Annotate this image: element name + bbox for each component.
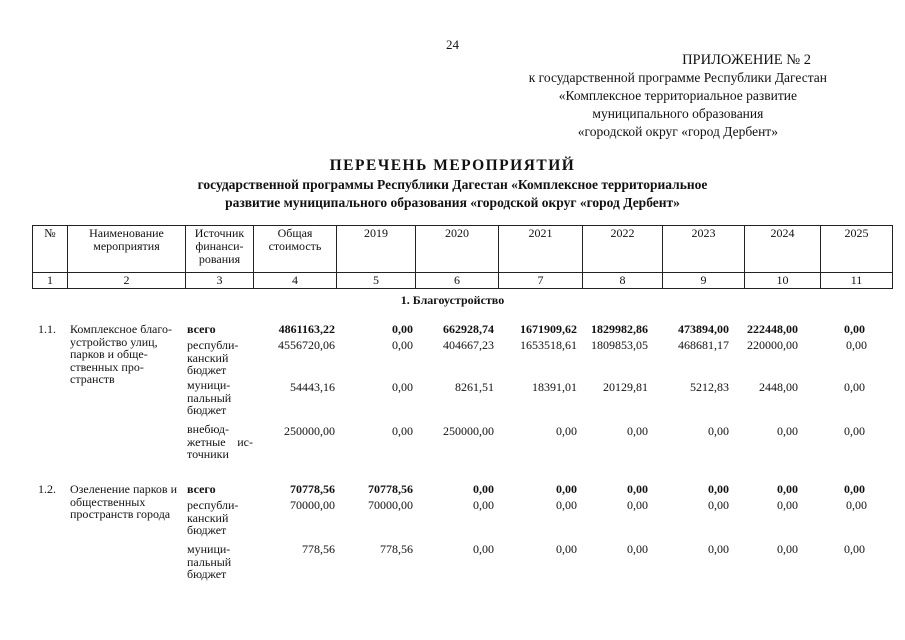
value-cell: 20129,81 bbox=[603, 380, 648, 394]
value-cell: 0,00 bbox=[627, 498, 648, 512]
col-number: 7 bbox=[499, 273, 583, 289]
value-cell: 0,00 bbox=[844, 322, 865, 336]
col-header-total: Общая стоимость bbox=[254, 226, 337, 273]
value-cell: 5212,83 bbox=[690, 380, 729, 394]
source-label: республи-канский бюджет bbox=[187, 498, 239, 537]
value-cell: 70000,00 bbox=[368, 498, 413, 512]
col-number: 11 bbox=[821, 273, 893, 289]
value-cell: 0,00 bbox=[392, 322, 413, 336]
value-cell: 70000,00 bbox=[290, 498, 335, 512]
col-number: 3 bbox=[186, 273, 254, 289]
value-cell: 0,00 bbox=[777, 424, 798, 438]
value-cell: 0,00 bbox=[627, 542, 648, 556]
value-cell: 222448,00 bbox=[747, 322, 798, 336]
col-number: 9 bbox=[663, 273, 745, 289]
value-cell: 0,00 bbox=[708, 424, 729, 438]
col-header-name: Наименование мероприятия bbox=[68, 226, 186, 273]
item-number: 1.2. bbox=[38, 482, 56, 496]
col-header-no: № bbox=[33, 226, 68, 273]
appendix-line-4: муниципального образования bbox=[592, 106, 764, 121]
section-heading: 1. Благоустройство bbox=[400, 293, 505, 307]
value-cell: 0,00 bbox=[708, 542, 729, 556]
item-name: Комплексное благо-устройство улиц, парков и обще-ственных про-странств bbox=[70, 322, 172, 386]
value-cell: 0,00 bbox=[392, 380, 413, 394]
value-cell: 778,56 bbox=[302, 542, 335, 556]
value-cell: 0,00 bbox=[556, 424, 577, 438]
col-number: 5 bbox=[337, 273, 416, 289]
value-cell: 4861163,22 bbox=[278, 322, 335, 336]
value-cell: 0,00 bbox=[556, 542, 577, 556]
value-cell: 1653518,61 bbox=[520, 338, 577, 352]
page-number: 24 bbox=[446, 37, 459, 52]
col-number: 1 bbox=[33, 273, 68, 289]
col-header-source: Источник финанси-рования bbox=[186, 226, 254, 273]
value-cell: 0,00 bbox=[556, 498, 577, 512]
col-number: 8 bbox=[583, 273, 663, 289]
value-cell: 0,00 bbox=[844, 380, 865, 394]
value-cell: 0,00 bbox=[627, 424, 648, 438]
source-label: муници-пальный бюджет bbox=[187, 542, 232, 581]
value-cell: 220000,00 bbox=[747, 338, 798, 352]
value-cell: 473894,00 bbox=[678, 322, 729, 336]
appendix-title: ПРИЛОЖЕНИЕ № 2 bbox=[682, 52, 811, 68]
source-label: муници-пальный бюджет bbox=[187, 378, 232, 417]
value-cell: 18391,01 bbox=[532, 380, 577, 394]
value-cell: 468681,17 bbox=[678, 338, 729, 352]
title-main: ПЕРЕЧЕНЬ МЕРОПРИЯТИЙ bbox=[329, 157, 576, 174]
value-cell: 0,00 bbox=[844, 542, 865, 556]
value-cell: 0,00 bbox=[708, 498, 729, 512]
document-title bbox=[0, 156, 905, 212]
measures-table-header bbox=[32, 225, 893, 289]
title-sub-1: государственной программы Республики Дагестан «Комплексное территориальное bbox=[197, 177, 708, 192]
value-cell: 1829982,86 bbox=[591, 322, 648, 336]
col-header-2022: 2022 bbox=[583, 226, 663, 273]
col-header-2024: 2024 bbox=[745, 226, 821, 273]
col-number: 10 bbox=[745, 273, 821, 289]
value-cell: 1809853,05 bbox=[591, 338, 648, 352]
appendix-line-2: к государственной программе Республики Дагестан bbox=[528, 70, 827, 85]
value-cell: 0,00 bbox=[708, 482, 729, 496]
col-header-2019: 2019 bbox=[337, 226, 416, 273]
value-cell: 0,00 bbox=[844, 482, 865, 496]
value-cell: 0,00 bbox=[392, 338, 413, 352]
col-number: 2 bbox=[68, 273, 186, 289]
value-cell: 0,00 bbox=[473, 542, 494, 556]
col-header-2020: 2020 bbox=[416, 226, 499, 273]
appendix-line-3: «Комплексное территориальное развитие bbox=[558, 88, 797, 103]
source-label: всего bbox=[187, 482, 216, 496]
value-cell: 0,00 bbox=[473, 482, 494, 496]
value-cell: 0,00 bbox=[473, 498, 494, 512]
value-cell: 404667,23 bbox=[443, 338, 494, 352]
source-label: всего bbox=[187, 322, 216, 336]
col-number: 6 bbox=[416, 273, 499, 289]
value-cell: 70778,56 bbox=[290, 482, 335, 496]
value-cell: 0,00 bbox=[392, 424, 413, 438]
value-cell: 0,00 bbox=[846, 338, 867, 352]
value-cell: 54443,16 bbox=[290, 380, 335, 394]
value-cell: 0,00 bbox=[627, 482, 648, 496]
value-cell: 0,00 bbox=[846, 498, 867, 512]
value-cell: 1671909,62 bbox=[520, 322, 577, 336]
value-cell: 250000,00 bbox=[284, 424, 335, 438]
value-cell: 8261,51 bbox=[455, 380, 494, 394]
item-name: Озеленение парков и общественных пространств города bbox=[70, 482, 178, 521]
value-cell: 70778,56 bbox=[368, 482, 413, 496]
col-header-2021: 2021 bbox=[499, 226, 583, 273]
value-cell: 0,00 bbox=[777, 542, 798, 556]
col-header-2025: 2025 bbox=[821, 226, 893, 273]
appendix-header bbox=[529, 51, 827, 141]
value-cell: 0,00 bbox=[556, 482, 577, 496]
source-label: внебюд-жетные ис-точники bbox=[187, 422, 253, 461]
value-cell: 0,00 bbox=[777, 482, 798, 496]
value-cell: 0,00 bbox=[777, 498, 798, 512]
col-number: 4 bbox=[254, 273, 337, 289]
source-label: республи-канский бюджет bbox=[187, 338, 239, 377]
appendix-line-5: «городской округ «город Дербент» bbox=[577, 124, 778, 139]
title-sub-2: развитие муниципального образования «городской округ «город Дербент» bbox=[225, 195, 680, 210]
col-header-2023: 2023 bbox=[663, 226, 745, 273]
value-cell: 4556720,06 bbox=[278, 338, 335, 352]
value-cell: 0,00 bbox=[844, 424, 865, 438]
value-cell: 662928,74 bbox=[443, 322, 494, 336]
value-cell: 778,56 bbox=[380, 542, 413, 556]
item-number: 1.1. bbox=[38, 322, 56, 336]
value-cell: 2448,00 bbox=[759, 380, 798, 394]
value-cell: 250000,00 bbox=[443, 424, 494, 438]
